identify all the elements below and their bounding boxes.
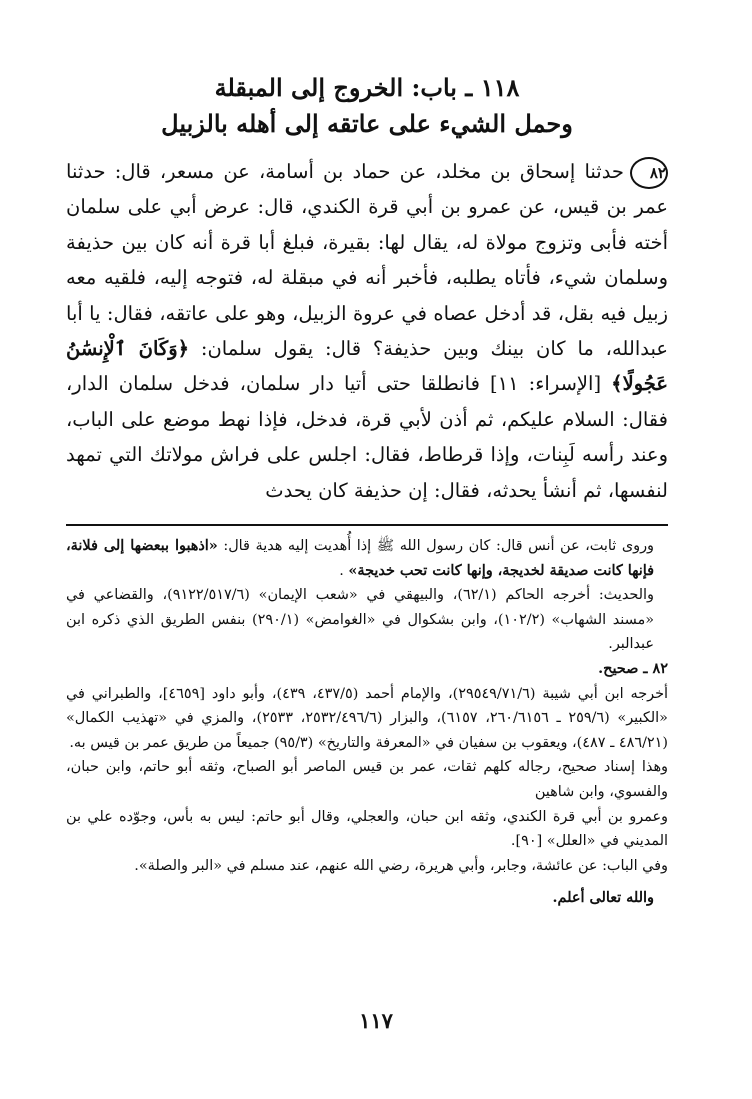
footnote-paragraph: وهذا إسناد صحيح، رجاله كلهم ثقات، عمر بن قيس الماصر أبو الصباح، وثقه أبو حاتم، وابن حبان، والفسوي، وابن شاهين	[66, 759, 668, 800]
footnote-paragraph: أخرجه ابن أبي شيبة (٢٩٥٤٩/٧١/٦)، والإمام أحمد (٤٣٧/٥، ٤٣٩)، وأبو داود [٤٦٥٩]، والطبراني في «الكبير» (٢٥٩/٦ ـ ٢٦٠/٦١٥٦، ٦١٥٧)، والبزار (٢٥٣٢/٤٩٦/٦، ٢٥٣٣)، والمزي في «تهذيب الكمال» (٤٨٦/٢١ ـ ٤٨٧)، ويعقوب بن سفيان في «المعرفة والتاريخ» (٩٥/٣) جميعاً من طريق عمر بن قيس به.	[66, 685, 668, 751]
chapter-title-line-1: ١١٨ ـ باب: الخروج إلى المبقلة	[214, 73, 520, 102]
hadith-text	[66, 154, 668, 508]
chapter-title	[66, 70, 668, 142]
closing-phrase: والله تعالى أعلم.	[552, 889, 654, 907]
quran-verse: ﴿وَكَانَ ٱلْإِنسَٰنُ عَجُولًا﴾	[66, 337, 668, 396]
footnote-paragraph: والحديث: أخرجه الحاكم (٦٢/١)، والبيهقي في «شعب الإيمان» (٩١٢٢/٥١٧/٦)، والقضاعي في «مسند الشهاب» (١٠٢/٢)، وابن بشكوال في «الغوامض» (٢٩٠/١) بنفس الطريق الذي ذكره ابن عبدالبر.	[66, 587, 654, 653]
footnotes	[66, 534, 668, 911]
footnote-paragraph: وفي الباب: عن عائشة، وجابر، وأبي هريرة، رضي الله عنهم، عند مسلم في «البر والصلة».	[134, 857, 668, 874]
hadith-text-part-1: حدثنا إسحاق بن مخلد، عن حماد بن أسامة، عن مسعر، قال: حدثنا عمر بن قيس، عن عمرو بن أبي قرة الكندي، قال: عرض أبي على سلمان أخته فأبى وتزوج مولاة له، يقال لها: بقيرة، فبلغ أبا قرة أنه كان بين حذيفة وسلمان شيء، فأتاه يطلبه، فأخبر أنه في مبقلة له، فتوجه إليه، فلقيه معه زبيل فيه بقل، قد أدخل عصاه في عروة الزبيل، وهو على عاتقه، فقال: يا أبا عبدالله، ما كان بينك وبين حذيفة؟ قال: يقول سلمان:	[66, 160, 668, 361]
footnote-quote: «اذهبوا ببعضها إلى فلانة، فإنها كانت صديقة لخديجة، وإنها كانت تحب خديجة»	[66, 537, 654, 579]
page-number: ١١٧	[359, 1008, 393, 1033]
page-body	[66, 70, 668, 508]
chapter-title-line-2: وحمل الشيء على عاتقه إلى أهله بالزبيل	[161, 109, 573, 138]
footnote-grade: ٨٢ ـ صحيح.	[598, 659, 668, 677]
footnote-paragraph	[66, 534, 668, 583]
footnote-text: .	[339, 562, 349, 579]
hadith-number-badge: ٨٢	[630, 157, 668, 189]
footnote-paragraph: وعمرو بن أبي قرة الكندي، وثقه ابن حبان، والعجلي، وقال أبو حاتم: ليس به بأس، وجوّده علي بن المديني في «العلل» [٩٠].	[66, 808, 668, 850]
hadith-text-part-2: [الإسراء: ١١] فانطلقا حتى أتيا دار سلمان، فدخل سلمان الدار، فقال: السلام عليكم، ثم أذن لأبي قرة، فدخل، فإذا نهط موضع على الباب، وعند رأسه لَبِنات، وإذا قرطاط، فقال: اجلس على فراش مولاتك التي تمهد لنفسها، ثم أنشأ يحدثه، فقال: إن حذيفة كان يحدث	[66, 372, 668, 502]
footnote-divider	[66, 524, 668, 526]
footnote-text: وروى ثابت، عن أنس قال: كان رسول الله ﷺ إذا أُهديت إليه هدية قال:	[217, 538, 654, 554]
